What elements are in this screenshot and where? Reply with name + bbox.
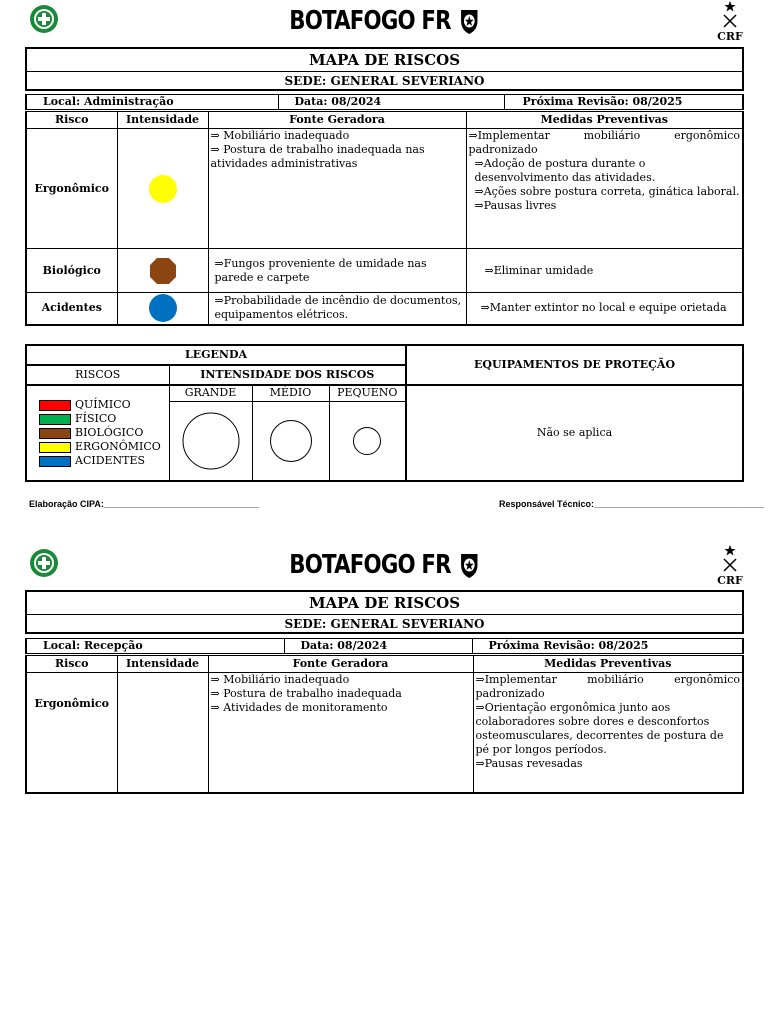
sede-label: SEDE: GENERAL SEVERIANO (26, 72, 743, 91)
biological-risk-icon (149, 257, 177, 285)
info-row-2 (25, 638, 744, 654)
legend-item: FÍSICO (75, 412, 117, 425)
risk-name: Biológico (26, 249, 117, 293)
club-crest-icon (717, 544, 743, 587)
svg-text:CRF: CRF (717, 30, 743, 43)
medida-line: ⇒Ações sobre postura correta, ginática laboral. (474, 185, 740, 198)
page-title: MAPA DE RISCOS (26, 591, 743, 615)
fonte-line: ⇒Probabilidade de incêndio de documentos, equipamentos elétricos. (214, 294, 462, 322)
local-label: Local: Administração (26, 95, 278, 110)
legend-item: ERGONÔMICO (75, 440, 161, 453)
medidas-cell (466, 249, 743, 293)
medida-line: ⇒Pausas livres (474, 199, 557, 212)
legend-riscos-header: RISCOS (26, 365, 169, 385)
svg-text:CRF: CRF (717, 574, 743, 587)
risk-name: Ergonômico (26, 673, 117, 793)
large-circle-icon (181, 411, 241, 471)
date-label: Data: 08/2024 (278, 95, 504, 110)
legend-medio: MÉDIO (252, 385, 329, 401)
shield-icon (461, 9, 479, 35)
medida-line: ⇒Adoção de postura durante o desenvolvimento das atividades. (474, 157, 656, 184)
tecnico-signature: Responsável Técnico:__________________________________ (499, 499, 765, 509)
legend-item: BIOLÓGICO (75, 426, 144, 439)
equip-value: Não se aplica (406, 385, 743, 481)
fonte-line: ⇒ Postura de trabalho inadequada nas atividades administrativas (210, 143, 425, 170)
cipa-logo-icon (29, 4, 59, 34)
col-header-risco: Risco (26, 656, 117, 673)
col-header-intensidade: Intensidade (117, 112, 208, 129)
revision-label: Próxima Revisão: 08/2025 (472, 639, 743, 654)
col-header-fonte: Fonte Geradora (208, 112, 466, 129)
risk-rows-1 (25, 111, 744, 326)
medida-line: ⇒Manter extintor no local e equipe orietada (480, 301, 727, 315)
local-label: Local: Recepção (26, 639, 284, 654)
table-row (26, 129, 743, 249)
fisico-swatch-icon (39, 414, 71, 425)
acidentes-swatch-icon (39, 456, 71, 467)
cipa-logo-icon (29, 548, 59, 578)
club-crest-icon (717, 0, 743, 43)
biologico-swatch-icon (39, 428, 71, 439)
header (0, 0, 768, 46)
legend-risk-list (26, 385, 169, 481)
fonte-cell (208, 249, 466, 293)
col-header-intensidade: Intensidade (117, 656, 208, 673)
legend-grande: GRANDE (169, 385, 252, 401)
equip-title: EQUIPAMENTOS DE PROTEÇÃO (406, 345, 743, 385)
risk-map-table-2 (25, 590, 744, 634)
fonte-line: ⇒ Mobiliário inadequado (210, 673, 350, 686)
small-circle-icon (352, 426, 382, 456)
legend-title: LEGENDA (26, 345, 406, 365)
cipa-signature: Elaboração CIPA:_______________________________ (29, 499, 260, 509)
col-header-medidas: Medidas Preventivas (466, 112, 743, 129)
revision-label: Próxima Revisão: 08/2025 (504, 95, 743, 110)
legend-intensity-header: INTENSIDADE DOS RISCOS (169, 365, 406, 385)
table-row (26, 293, 743, 325)
medida-line: ⇒Implementar mobiliário ergonômico padronizado (475, 673, 740, 700)
accident-risk-icon (148, 293, 178, 323)
page-title: MAPA DE RISCOS (26, 48, 743, 72)
sede-label: SEDE: GENERAL SEVERIANO (26, 615, 743, 634)
quimico-swatch-icon (39, 400, 71, 411)
legend-item: ACIDENTES (75, 454, 146, 467)
brand-logo: BOTAFOGO FR (69, 550, 699, 580)
medida-line: ⇒Pausas revesadas (475, 757, 583, 770)
risk-map-table-1 (25, 47, 744, 91)
fonte-line: ⇒ Postura de trabalho inadequada (210, 687, 402, 700)
ergonomic-risk-icon (148, 174, 178, 204)
medida-line: ⇒Orientação ergonômica junto aos colaboradores sobre dores e desconfortos osteomusculares, decorrentes de postura de pé por longos períodos. (475, 701, 724, 756)
col-header-fonte: Fonte Geradora (208, 656, 473, 673)
fonte-line: ⇒Fungos proveniente de umidade nas parede e carpete (214, 256, 427, 284)
table-row (26, 673, 743, 793)
medidas-cell (466, 129, 743, 249)
fonte-cell (208, 293, 466, 325)
fonte-line: ⇒ Mobiliário inadequado (210, 129, 350, 142)
header (0, 544, 768, 590)
intensity-cell (117, 673, 208, 793)
risk-rows-2 (25, 655, 744, 794)
legend-pequeno: PEQUENO (329, 385, 406, 401)
risk-name: Acidentes (26, 293, 117, 325)
ergonomico-swatch-icon (39, 442, 71, 453)
medium-circle-icon (269, 419, 313, 463)
risk-name: Ergonômico (26, 129, 117, 249)
fonte-cell (208, 129, 466, 249)
shield-icon (461, 553, 479, 579)
medidas-cell (466, 293, 743, 325)
medida-line: ⇒Implementar mobiliário ergonômico padronizado (468, 129, 740, 156)
brand-logo: BOTAFOGO FR (69, 6, 699, 36)
col-header-medidas: Medidas Preventivas (473, 656, 743, 673)
date-label: Data: 08/2024 (284, 639, 472, 654)
col-header-risco: Risco (26, 112, 117, 129)
legend-table (25, 344, 744, 482)
medidas-cell (473, 673, 743, 793)
medida-line: ⇒Eliminar umidade (484, 263, 594, 277)
info-row-1 (25, 94, 744, 110)
legend-item: QUÍMICO (75, 398, 131, 411)
fonte-cell (208, 673, 473, 793)
table-row (26, 249, 743, 293)
fonte-line: ⇒ Atividades de monitoramento (210, 701, 388, 714)
